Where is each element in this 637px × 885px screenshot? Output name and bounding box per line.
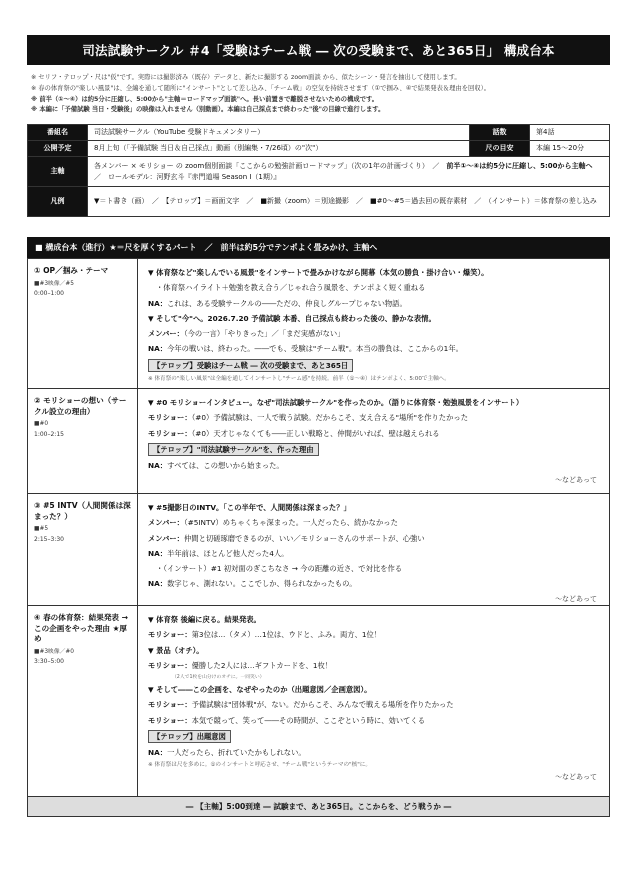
telop-box: 【テロップ】受験はチーム戦 ― 次の受験まで、あと365日 [148,359,353,372]
info-label: 主軸 [28,157,88,187]
dialogue-line [148,713,601,728]
dialogue-text: 第3位は…（タメ）…1位は、ウドと、ふみ。両方、1位！ [191,630,382,640]
info-value: 本編 15〜20分 [530,141,610,157]
sections-table [27,258,610,798]
dialogue-line [148,410,601,425]
section-timecode: 2:15–3:30 [34,535,64,543]
stage-direction: ▼ 体育祭 後編に戻る。結果発表。 [148,615,261,624]
section-name: ③ #5 INTV（人間関係は深まった？） [34,501,131,521]
dialogue-text: 優勝した2人には…ギフトカードを、1枚！ [191,660,333,670]
dialogue-text: 一人だったら、折れていたかもしれない。 [167,748,306,758]
speaker-label: NA： [148,460,168,470]
dialogue-line [148,341,601,356]
dialogue-line [148,697,601,712]
section-script [138,494,609,605]
speaker-label: メンバー： [148,518,184,528]
section-script [138,606,609,797]
info-value-part: 前半①〜④は約5分に圧縮し、5:00から主軸へ [446,161,593,170]
footer-bar: ― 【主軸】5:00到達 ― 試験まで、あと365日。ここからを、どう戦うか ― [27,796,610,817]
info-row-program [28,125,610,141]
speaker-label: モリショー： [148,428,192,438]
dialogue-text: 数字じゃ、測れない。ここでしか、得られなかったもの。 [167,579,357,589]
notes-block [31,73,609,116]
dialogue-text: （#5INTV）めちゃくちゃ深まった。一人だったら、続かなかった [183,518,398,528]
section-name: ① OP／掴み・テーマ [34,266,109,275]
dialogue-text: 今年の戦いは、終わった。――でも、受験は"チーム戦"。本当の勝負は、ここからの1年。 [167,344,463,354]
telop-box: 【テロップ】出題意図 [148,730,231,743]
note-line: ※ 前半（①〜④）は約5分に圧縮し、5:00から"主軸＝ロードマップ面談"へ。長い前置きで離脱させないための構成です。 [31,95,379,103]
section-timecode: 3:30–5:00 [34,658,64,665]
stage-direction: ▼ #5撮影日のINTV。「この半年で、人間関係は深まった？」 [148,503,351,512]
dialogue-line [148,531,601,546]
annotation-note: （2人で1枚を山分けのオチに。一同笑い） [172,675,265,681]
section-name: ② モリショーの想い（サークル設立の理由） [34,396,127,416]
speaker-label: モリショー： [148,715,192,725]
stage-direction: ▼ そして"今"へ。2026.7.20 予備試験 本番、自己採点も終わった後の、静かな表情。 [148,313,436,323]
document-title: 司法試験サークル ＃4「受験はチーム戦 ― 次の受験まで、あと365日」 構成台本 [27,35,610,65]
annotation-note: ※ 体育祭は尺を多めに。①のインサートと呼応させ、"チーム戦"というテーマの"核"に。 [148,762,371,769]
section-meta [28,259,138,388]
info-value [88,157,610,187]
speaker-label: NA： [148,748,168,758]
info-label: 話数 [470,125,530,141]
section-timecode: 0:00–1:00 [34,290,64,297]
info-row-main-axis [28,157,610,187]
section-name: ④ 春の体育祭：結果発表 → この企画をやった理由 ★厚め [34,613,129,643]
telop-line [148,728,601,745]
section-source-tag: ■#3映像／#0 [34,648,74,655]
speaker-label: メンバー： [148,533,184,543]
dialogue-line [148,658,601,673]
dialogue-text: （#0）天才じゃなくても――正しい戦略と、仲間がいれば、壁は越えられる [191,428,440,438]
dialogue-text: 本気で競って、笑って――その時間が、ここぞという時に、効いてくる [191,715,425,725]
speaker-label: モリショー： [148,660,192,670]
section-source-tag: ■#0 [34,421,49,427]
section-script [138,389,609,493]
dialogue-text: 予備試験は"団体戦"が、ない。だからこそ、みんなで戦える場所を作りたかった [191,700,454,710]
dialogue-line [148,426,601,441]
speaker-label: モリショー： [148,630,192,640]
dialogue-text: （今の一言）「やりきった」／「まだ実感がない」 [183,329,345,339]
info-value-part: 各メンバー × モリショー の zoom個別面談「ここからの勉強計画ロードマップ」（次の1年の計画づくり） ／ [94,161,447,170]
continuation-note: 〜などあって [555,594,597,603]
info-label: 凡例 [28,187,88,217]
info-label: 公開予定 [28,141,88,157]
section-timecode: 1:00–2:15 [34,430,64,438]
dialogue-text: 仲間と切磋琢磨できるのが、いい／モリショーさんのサポートが、心強い [183,533,425,543]
info-value: 司法試験サークル（YouTube 受験ドキュメンタリー） [88,125,470,141]
dialogue-line [148,546,601,561]
stage-direction: ▼ #0 モリショーインタビュー。なぜ"司法試験サークル"を作ったのか。（語りに体育祭・勉強風景をインサート） [148,398,524,407]
section-header: ■ 構成台本（進行）★＝尺を厚くするパート ／ 前半は約5分でテンポよく畳みかけ、主軸へ [27,237,610,258]
telop-line [148,357,601,374]
speaker-label: メンバー： [148,329,184,339]
dialogue-line [148,745,601,760]
section-row [28,606,609,798]
info-row-legend [28,187,610,217]
dialogue-text: すべては、この想いから始まった。 [167,460,284,470]
section-row [28,389,609,494]
info-label: 番組名 [28,125,88,141]
info-value: 8月上旬（「予備試験 当日＆自己採点」動画（別編集・7/26頃）の"次"） [88,141,470,157]
section-script [138,259,609,388]
section-source-tag: ■#3映像／#5 [34,280,74,287]
info-label: 尺の目安 [470,141,530,157]
note-line: ※ 春の体育祭の"楽しい風景"は、全編を通して随所に"インサート"として差し込み、「チーム戦」の空気を持続させます（①で掴み、④で結果発表＆理由を回収）。 [31,84,491,92]
stage-direction: ▼ 体育祭など"楽しんでいる風景"をインサートで畳みかけながら開幕（本気の勝負・掛け合い・爆笑）。 [148,268,489,277]
dialogue-text: これは、ある受験サークルの――ただの、仲良しグループじゃない物語。 [167,298,407,308]
insert-note: ・体育祭ハイライト＋勉強を教え合う／じゃれ合う風景を、テンポよく短く重ねる [156,283,426,293]
section-meta [28,606,138,797]
dialogue-line [148,326,601,341]
section-meta [28,389,138,493]
section-meta [28,494,138,605]
speaker-label: NA： [148,579,168,589]
telop-line [148,441,601,458]
note-line: ※ セリフ・テロップ・尺は"仮"です。実際には撮影済み（既存）データと、新たに撮影する zoom面談 から、似たシーン・発言を抽出して使用します。 [31,74,461,81]
section-row [28,259,609,389]
info-row-release [28,141,610,157]
dialogue-line [148,296,601,311]
section-row [28,494,609,606]
dialogue-line [148,627,601,642]
info-value: ▼＝ト書き（画） ／ 【テロップ】＝画面文字 ／ ■新撮（zoom）＝別途撮影 ／ ■#0〜#5＝過去回の既存素材 ／ （インサート）＝体育祭の差し込み [88,187,610,217]
continuation-note: 〜などあって [555,476,597,485]
dialogue-line [148,576,601,591]
speaker-label: NA： [148,344,168,354]
stage-direction: ▼ そして――この企画を、なぜやったのか（出題意図／企画意図）。 [148,685,372,695]
speaker-label: NA： [148,548,168,558]
dialogue-line [148,515,601,530]
dialogue-text: （#0）予備試験は、一人で戦う試験。だからこそ、支え合える"場所"を作りたかった [191,413,468,423]
speaker-label: モリショー： [148,413,192,423]
info-table [27,124,610,217]
dialogue-line [148,458,601,473]
insert-note: ・（インサート）#1 初対面のぎこちなさ → 今の距離の近さ、で対比を作る [156,564,403,574]
telop-box: 【テロップ】"司法試験サークル"を、作った理由 [148,443,319,456]
section-source-tag: ■#5 [34,526,49,532]
dialogue-text: 半年前は、ほとんど他人だった4人。 [167,548,289,558]
annotation-note: ※ 体育祭の"楽しい風景"は全編を通してインサートし"チーム感"を持続。前半（①〜④）はテンポよく、5:00で主軸へ。 [148,375,450,382]
speaker-label: モリショー： [148,700,192,710]
info-value-part: ／ ロールモデル：河野玄斗『赤門道場 Season Ⅰ（1期）』 [94,161,600,181]
stage-direction: ▼ 景品（オチ）。 [148,645,204,655]
info-value: 第4話 [530,125,610,141]
continuation-note: 〜などあって [555,773,597,782]
speaker-label: NA： [148,298,168,308]
note-line: ※ 本編に「予備試験 当日・受験後」の映像は入れません（別動画）。本編は自己採点まで終わった"後"の目線で進行します。 [31,106,385,114]
